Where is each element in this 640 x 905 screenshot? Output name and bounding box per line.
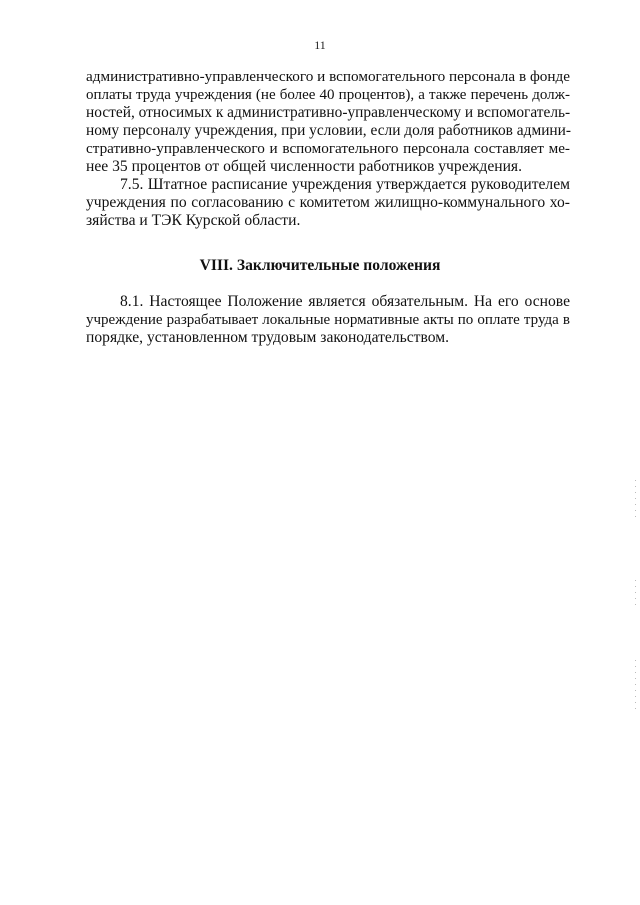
- clause-7-5-line: зяйства и ТЭК Курской области.: [86, 212, 301, 229]
- clause-8-1-line: порядке, установленном трудовым законодательством.: [86, 329, 449, 346]
- clause-8-1-line: 8.1. Настоящее Положение является обязательным. На его основе: [120, 293, 570, 310]
- body-text-line: административно-управленческого и вспомогательного персонала в фонде: [86, 68, 570, 85]
- body-text-line: ностей, относимых к административно-управленческому и вспомогатель-: [86, 104, 571, 121]
- body-text-line: оплаты труда учреждения (не более 40 процентов), а также перечень долж-: [86, 87, 570, 103]
- clause-8-1-line: учреждение разрабатывает локальные нормативные акты по оплате труда в: [86, 312, 570, 328]
- body-text-line: нее 35 процентов от общей численности работников учреждения.: [86, 158, 523, 175]
- clause-7-5-line: учреждения по согласованию с комитетом жилищно-коммунального хо-: [86, 194, 570, 211]
- body-text-line: ному персоналу учреждения, при условии, если доля работников админи-: [86, 122, 572, 139]
- scan-artifact: [635, 660, 636, 710]
- clause-7-5-line: 7.5. Штатное расписание учреждения утверждается руководителем: [120, 176, 570, 193]
- page-number: 11: [314, 38, 326, 52]
- section-heading: VIII. Заключительные положения: [199, 257, 441, 274]
- scan-artifact: [635, 480, 636, 520]
- scan-artifact: [635, 580, 636, 610]
- body-text-line: стративно-управленческого и вспомогательного персонала составляет ме-: [86, 140, 570, 157]
